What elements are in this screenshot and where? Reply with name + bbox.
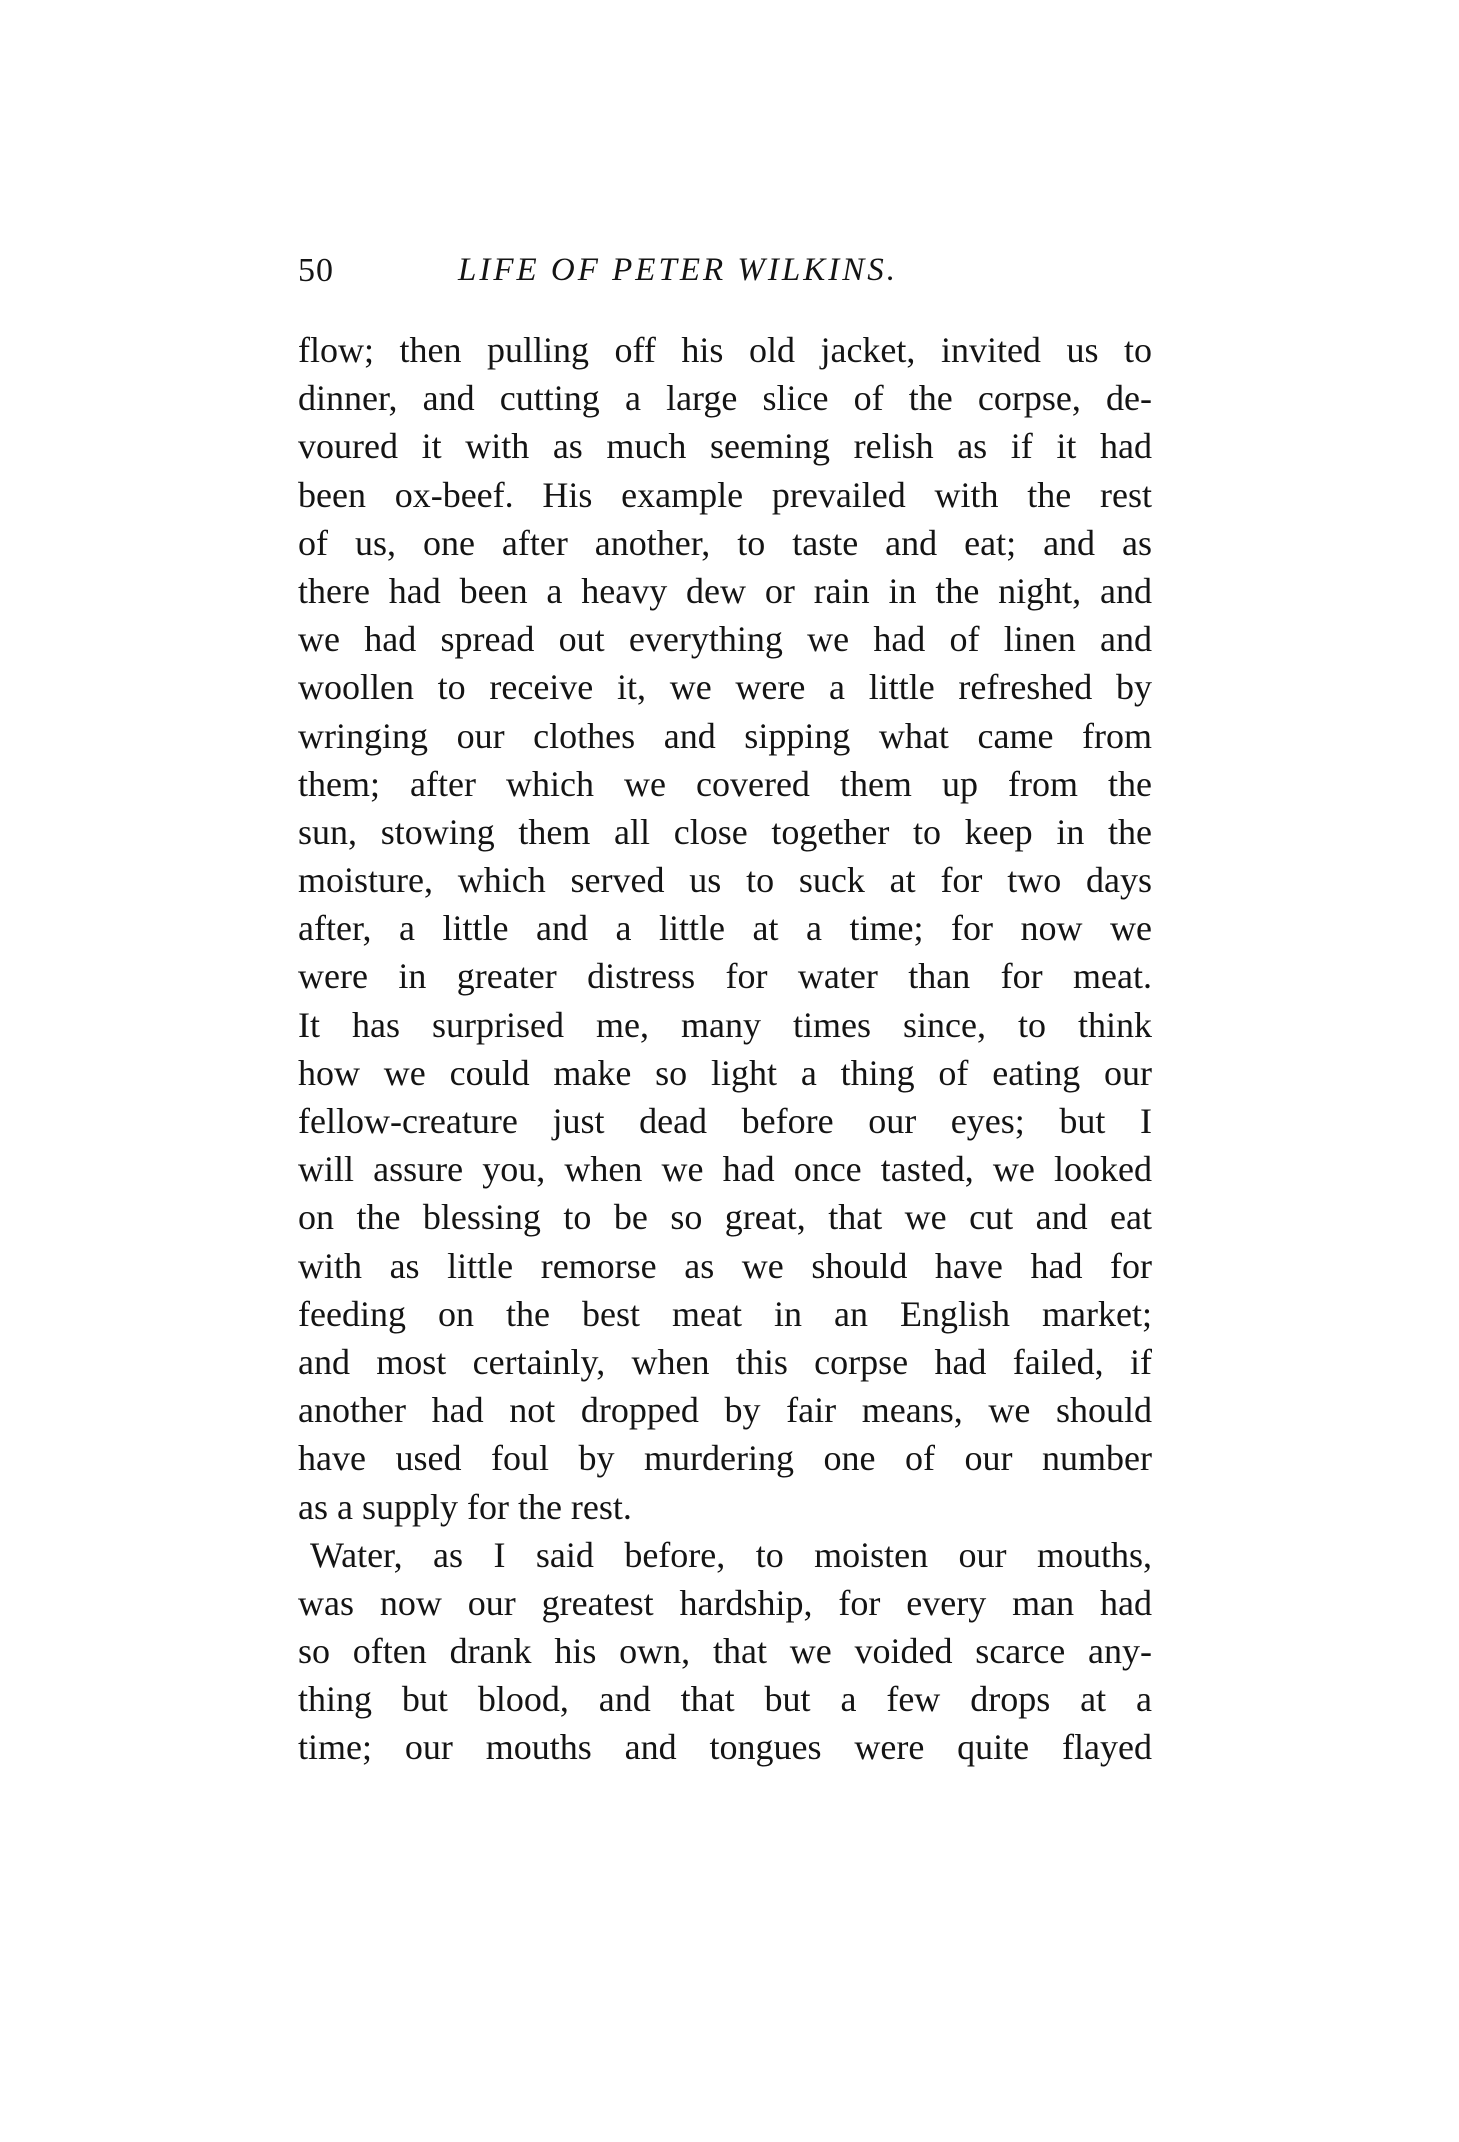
text-line: have used foul by murdering one of our number bbox=[298, 1438, 1152, 1479]
text-line: sun, stowing them all close together to keep in the bbox=[298, 811, 1152, 852]
text-line: so often drank his own, that we voided scarce any- bbox=[298, 1631, 1152, 1672]
text-line: them; after which we covered them up from the bbox=[298, 763, 1152, 804]
text-line: feeding on the best meat in an English market; bbox=[298, 1293, 1152, 1334]
text-line: after, a little and a little at a time; for now we bbox=[298, 908, 1152, 949]
text-line: on the blessing to be so great, that we cut and eat bbox=[298, 1197, 1152, 1238]
text-line: as a supply for the rest. bbox=[298, 1486, 632, 1527]
text-line: were in greater distress for water than for meat. bbox=[298, 956, 1152, 997]
text-line: there had been a heavy dew or rain in the night, and bbox=[298, 570, 1152, 611]
text-line: and most certainly, when this corpse had failed, if bbox=[298, 1341, 1152, 1382]
text-line: will assure you, when we had once tasted, we looked bbox=[298, 1149, 1152, 1190]
text-line: with as little remorse as we should have had for bbox=[298, 1245, 1152, 1286]
text-line: fellow-creature just dead before our eyes; but I bbox=[298, 1101, 1152, 1141]
text-line: was now our greatest hardship, for every man had bbox=[298, 1582, 1152, 1623]
text-line: dinner, and cutting a large slice of the corpse, de- bbox=[298, 378, 1152, 419]
text-line: Water, as I said before, to moisten our mouths, bbox=[310, 1534, 1152, 1575]
page-number: 50 bbox=[298, 252, 334, 289]
page-header bbox=[298, 252, 1158, 302]
text-line: how we could make so light a thing of eating our bbox=[298, 1052, 1152, 1093]
text-line: thing but blood, and that but a few drops at a bbox=[298, 1679, 1152, 1720]
text-line: It has surprised me, many times since, to think bbox=[298, 1004, 1152, 1045]
text-line: flow; then pulling off his old jacket, invited us to bbox=[298, 330, 1152, 370]
text-line: moisture, which served us to suck at for two days bbox=[298, 860, 1152, 901]
text-line: time; our mouths and tongues were quite flayed bbox=[298, 1727, 1152, 1768]
text-line: of us, one after another, to taste and eat; and as bbox=[298, 522, 1152, 563]
running-title: LIFE OF PETER WILKINS. bbox=[458, 252, 898, 288]
text-line: voured it with as much seeming relish as if it had bbox=[298, 426, 1152, 467]
text-line: another had not dropped by fair means, we should bbox=[298, 1390, 1152, 1431]
text-line: wringing our clothes and sipping what came from bbox=[298, 715, 1152, 756]
text-line: woollen to receive it, we were a little refreshed by bbox=[298, 667, 1152, 708]
body-text bbox=[298, 326, 1152, 1772]
text-line: we had spread out everything we had of linen and bbox=[298, 619, 1152, 660]
paragraph-2 bbox=[298, 1531, 1152, 1772]
text-line: been ox-beef. His example prevailed with the rest bbox=[298, 474, 1152, 515]
paragraph-1 bbox=[298, 326, 1152, 1531]
